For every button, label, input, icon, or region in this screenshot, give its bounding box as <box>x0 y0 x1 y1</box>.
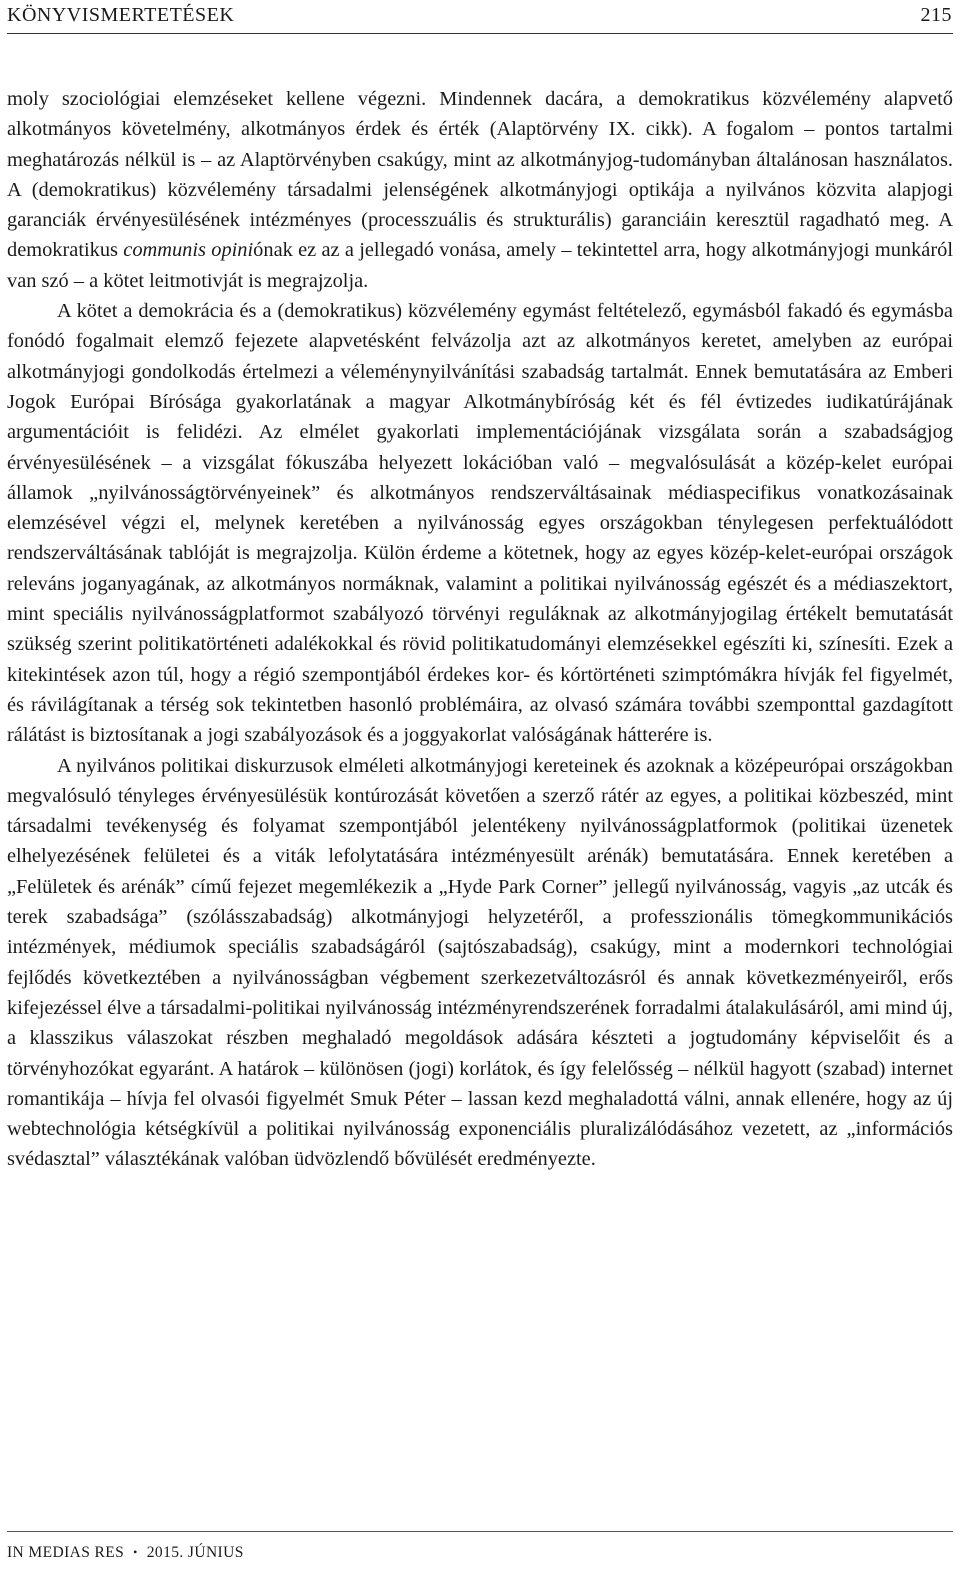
italic-term: communis opini <box>123 239 254 262</box>
journal-name: IN MEDIAS RES <box>7 1544 125 1561</box>
footer-rule <box>7 1531 953 1532</box>
bullet-separator: • <box>133 1545 138 1559</box>
article-body <box>7 84 953 1175</box>
running-head <box>7 4 952 30</box>
page-number: 215 <box>920 4 952 26</box>
section-title: KÖNYVISMERTETÉSEK <box>7 4 235 26</box>
issue-date: 2015. JÚNIUS <box>146 1544 244 1561</box>
paragraph: A nyilvános politikai diskurzusok elméleti alkotmányjogi kereteinek és azoknak a középeurópai országokban megvalósuló tényleges érvényesülésük kontúrozását követően a szerző rátér az egyes, a politikai közbeszéd, mint társadalmi tevékenység és folyamat szempontjából jelentékeny nyilvánosságplatformok (politikai üzenetek elhelyezésének felületei és a viták lefolytatására intézményesült arénák) bemutatására. Ennek keretében a „Felületek és arénák” című fejezet megemlékezik a „Hyde Park Corner” jellegű nyilvánosság, vagyis „az utcák és terek szabadsága” (szólásszabadság) alkotmányjogi helyzetéről, a professzionális tömegkommunikációs intézmények, médiumok speciális szabadságáról (sajtószabadság), csakúgy, mint a modernkori technológiai fejlődés következtében a nyilvánosságban végbement szerkezetváltozásról és annak következményeiről, erős kifejezéssel élve a társadalmi-politikai nyilvánosság intézményrendszerének forradalmi átalakulásáról, ami mind új, a klasszikus válaszokat részben meghaladó megoldások adására készteti a jogtudomány képviselőit és a törvényhozókat egyaránt. A határok – különösen (jogi) korlátok, és így felelősség – nélkül hagyott (szabad) internet romantikája – hívja fel olvasói figyelmét Smuk Péter – lassan kezd meghaladottá válni, annak ellenére, hogy az új webtechnológia kétségkívül a politikai nyilvánosság exponenciális pluralizálódásához vezetett, az „információs svédasztal” választékának valóban üdvözlendő bővülését eredményezte. <box>7 754 953 1171</box>
paragraph-text: moly szociológiai elemzéseket kellene végezni. Mindennek dacára, a demokratikus közvélemény alapvető alkotmányos követelmény, alkotmányos érdek és érték (Alaptörvény IX. cikk). A fogalom – pontos tartalmi meghatározás nélkül is – az Alaptörvényben csakúgy, mint az alkotmányjog-tudományban általánosan használatos. A (demokratikus) közvélemény társadalmi jelenségének alkotmányjogi optikája a nyilvános közvita alapjogi garanciák érvényesülésének intézményes (processzuális és strukturális) garanciáin keresztül ragadható meg. A demokratikus <box>7 88 953 262</box>
paragraph: A kötet a demokrácia és a (demokratikus) közvélemény egymást feltételező, egymásból fakadó és egymásba fonódó fogalmait elemző fejezete alapvetésként felvázolja azt az alkotmányos keretet, amelyben az európai alkotmányjogi gondolkodás értelmezi a véleménynyilvánítási szabadság tartalmát. Ennek bemutatására az Emberi Jogok Európai Bírósága gyakorlatának a magyar Alkotmánybíróság két és fél évtizedes iudikatúrájának argumentációit is felidézi. Az elmélet gyakorlati implementációjának vizsgálata során a szabadságjog érvényesülésének – a vizsgálat fókuszába helyezett lokációban való – megvalósulását a közép-kelet európai államok „nyilvánosságtörvényeinek” és alkotmányos rendszerváltásainak médiaspecifikus vonatkozásainak elemzésével végzi el, melynek keretében a nyilvánosság egyes országokban ténylegesen perfektuálódott rendszerváltásának tablóját is megrajzolja. Külön érdeme a kötetnek, hogy az egyes közép-kelet-európai országok releváns joganyagának, az alkotmányos normáknak, valamint a politikai nyilvánosság egészét és a médiaszektort, mint speciális nyilvánosságplatformot szabályozó törvényi reguláknak az alkotmányjogilag értékelt bemutatását szükség szerint politikatörténeti adalékokkal és rövid politikatudományi elemzésekkel egészíti ki, színesíti. Ezek a kitekintések azon túl, hogy a régió szempontjából érdekes kor- és kórtörténeti szimptómákra hívják fel figyelmét, és rávilágítanak a térség sok tekintetben hasonló problémáira, az olvasó számára további szemponttal gazdagított rálátást is biztosítanak a jogi szabályozások és a joggyakorlat valóságának hátterére is. <box>7 300 953 747</box>
paragraph <box>7 84 953 296</box>
footer <box>7 1544 244 1562</box>
paragraph-text: ónak ez az a jellegadó vonása, amely – tekintettel arra, hogy alkotmányjogi munkáról van szó – a kötet leitmotivját is megrajzolja. <box>7 239 953 292</box>
header-rule <box>7 33 953 34</box>
